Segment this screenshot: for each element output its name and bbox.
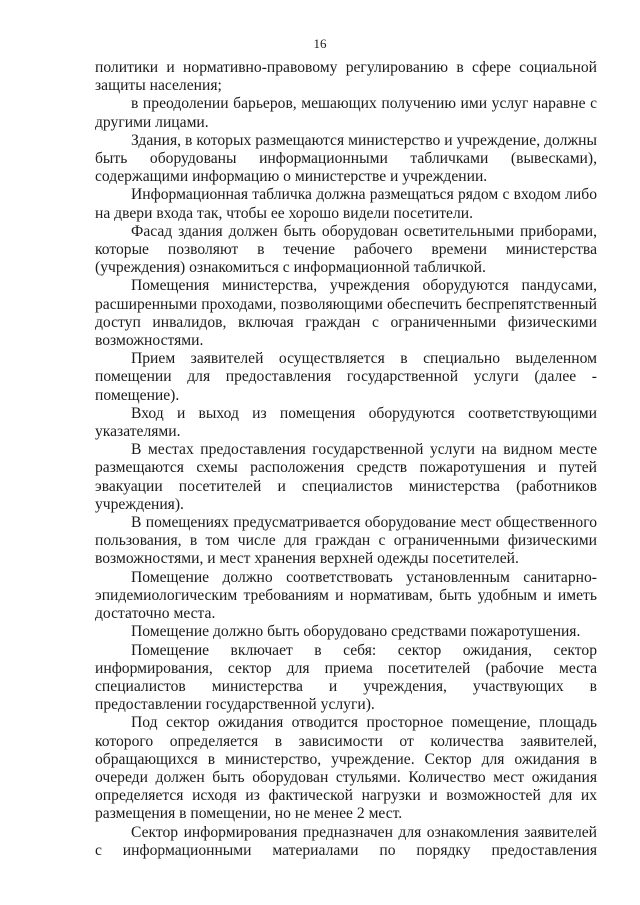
paragraph: в преодолении барьеров, мешающих получению ими услуг наравне с другими лицами. bbox=[95, 95, 597, 131]
paragraph: Прием заявителей осуществляется в специально выделенном помещении для предоставления государственной услуги (далее - помещение). bbox=[95, 350, 597, 404]
paragraph: В местах предоставления государственной услуги на видном месте размещаются схемы расположения средств пожаротушения и путей эвакуации посетителей и специалистов министерства (работников учреждения). bbox=[95, 441, 597, 513]
paragraph: политики и нормативно-правовому регулированию в сфере социальной защиты населения; bbox=[95, 59, 597, 95]
paragraph: Помещение должно соответствовать установленным санитарно-эпидемиологическим требованиям и нормативам, быть удобным и иметь достаточно места. bbox=[95, 568, 597, 623]
paragraph: Под сектор ожидания отводится просторное помещение, площадь которого определяется в зависимости от количества заявителей, обращающихся в министерство, учреждение. Сектор для ожидания в очереди должен быть оборудован стульями. Количество мест ожидания определяется исходя из фактической нагрузки и возможностей для их размещения в помещении, но не менее 2 мест. bbox=[95, 714, 597, 823]
document-body bbox=[95, 59, 597, 860]
paragraph: Информационная табличка должна размещаться рядом с входом либо на двери входа так, чтобы ее хорошо видели посетители. bbox=[95, 186, 597, 222]
paragraph: Фасад здания должен быть оборудован осветительными приборами, которые позволяют в течение рабочего времени министерства (учреждения) ознакомиться с информационной табличкой. bbox=[95, 222, 597, 277]
paragraph: В помещениях предусматривается оборудование мест общественного пользования, в том числе для граждан с ограниченными физическими возможностями, и мест хранения верхней одежды посетителей. bbox=[95, 514, 597, 568]
paragraph: Помещение включает в себя: сектор ожидания, сектор информирования, сектор для приема посетителей (рабочие места специалистов министерства и учреждения, участвующих в предоставлении государственной услуги). bbox=[95, 641, 597, 714]
page-number: 16 bbox=[313, 36, 327, 51]
paragraph: Сектор информирования предназначен для ознакомления заявителей с информационными материалами по порядку предоставления bbox=[95, 823, 597, 859]
paragraph: Здания, в которых размещаются министерство и учреждение, должны быть оборудованы информационными табличками (вывесками), содержащими информацию о министерстве и учреждении. bbox=[95, 131, 597, 186]
paragraph: Помещения министерства, учреждения оборудуются пандусами, расширенными проходами, позволяющими обеспечить беспрепятственный доступ инвалидов, включая граждан с ограниченными физическими возможностями. bbox=[95, 277, 597, 350]
paragraph: Помещение должно быть оборудовано средствами пожаротушения. bbox=[131, 623, 581, 641]
paragraph: Вход и выход из помещения оборудуются соответствующими указателями. bbox=[95, 404, 597, 441]
